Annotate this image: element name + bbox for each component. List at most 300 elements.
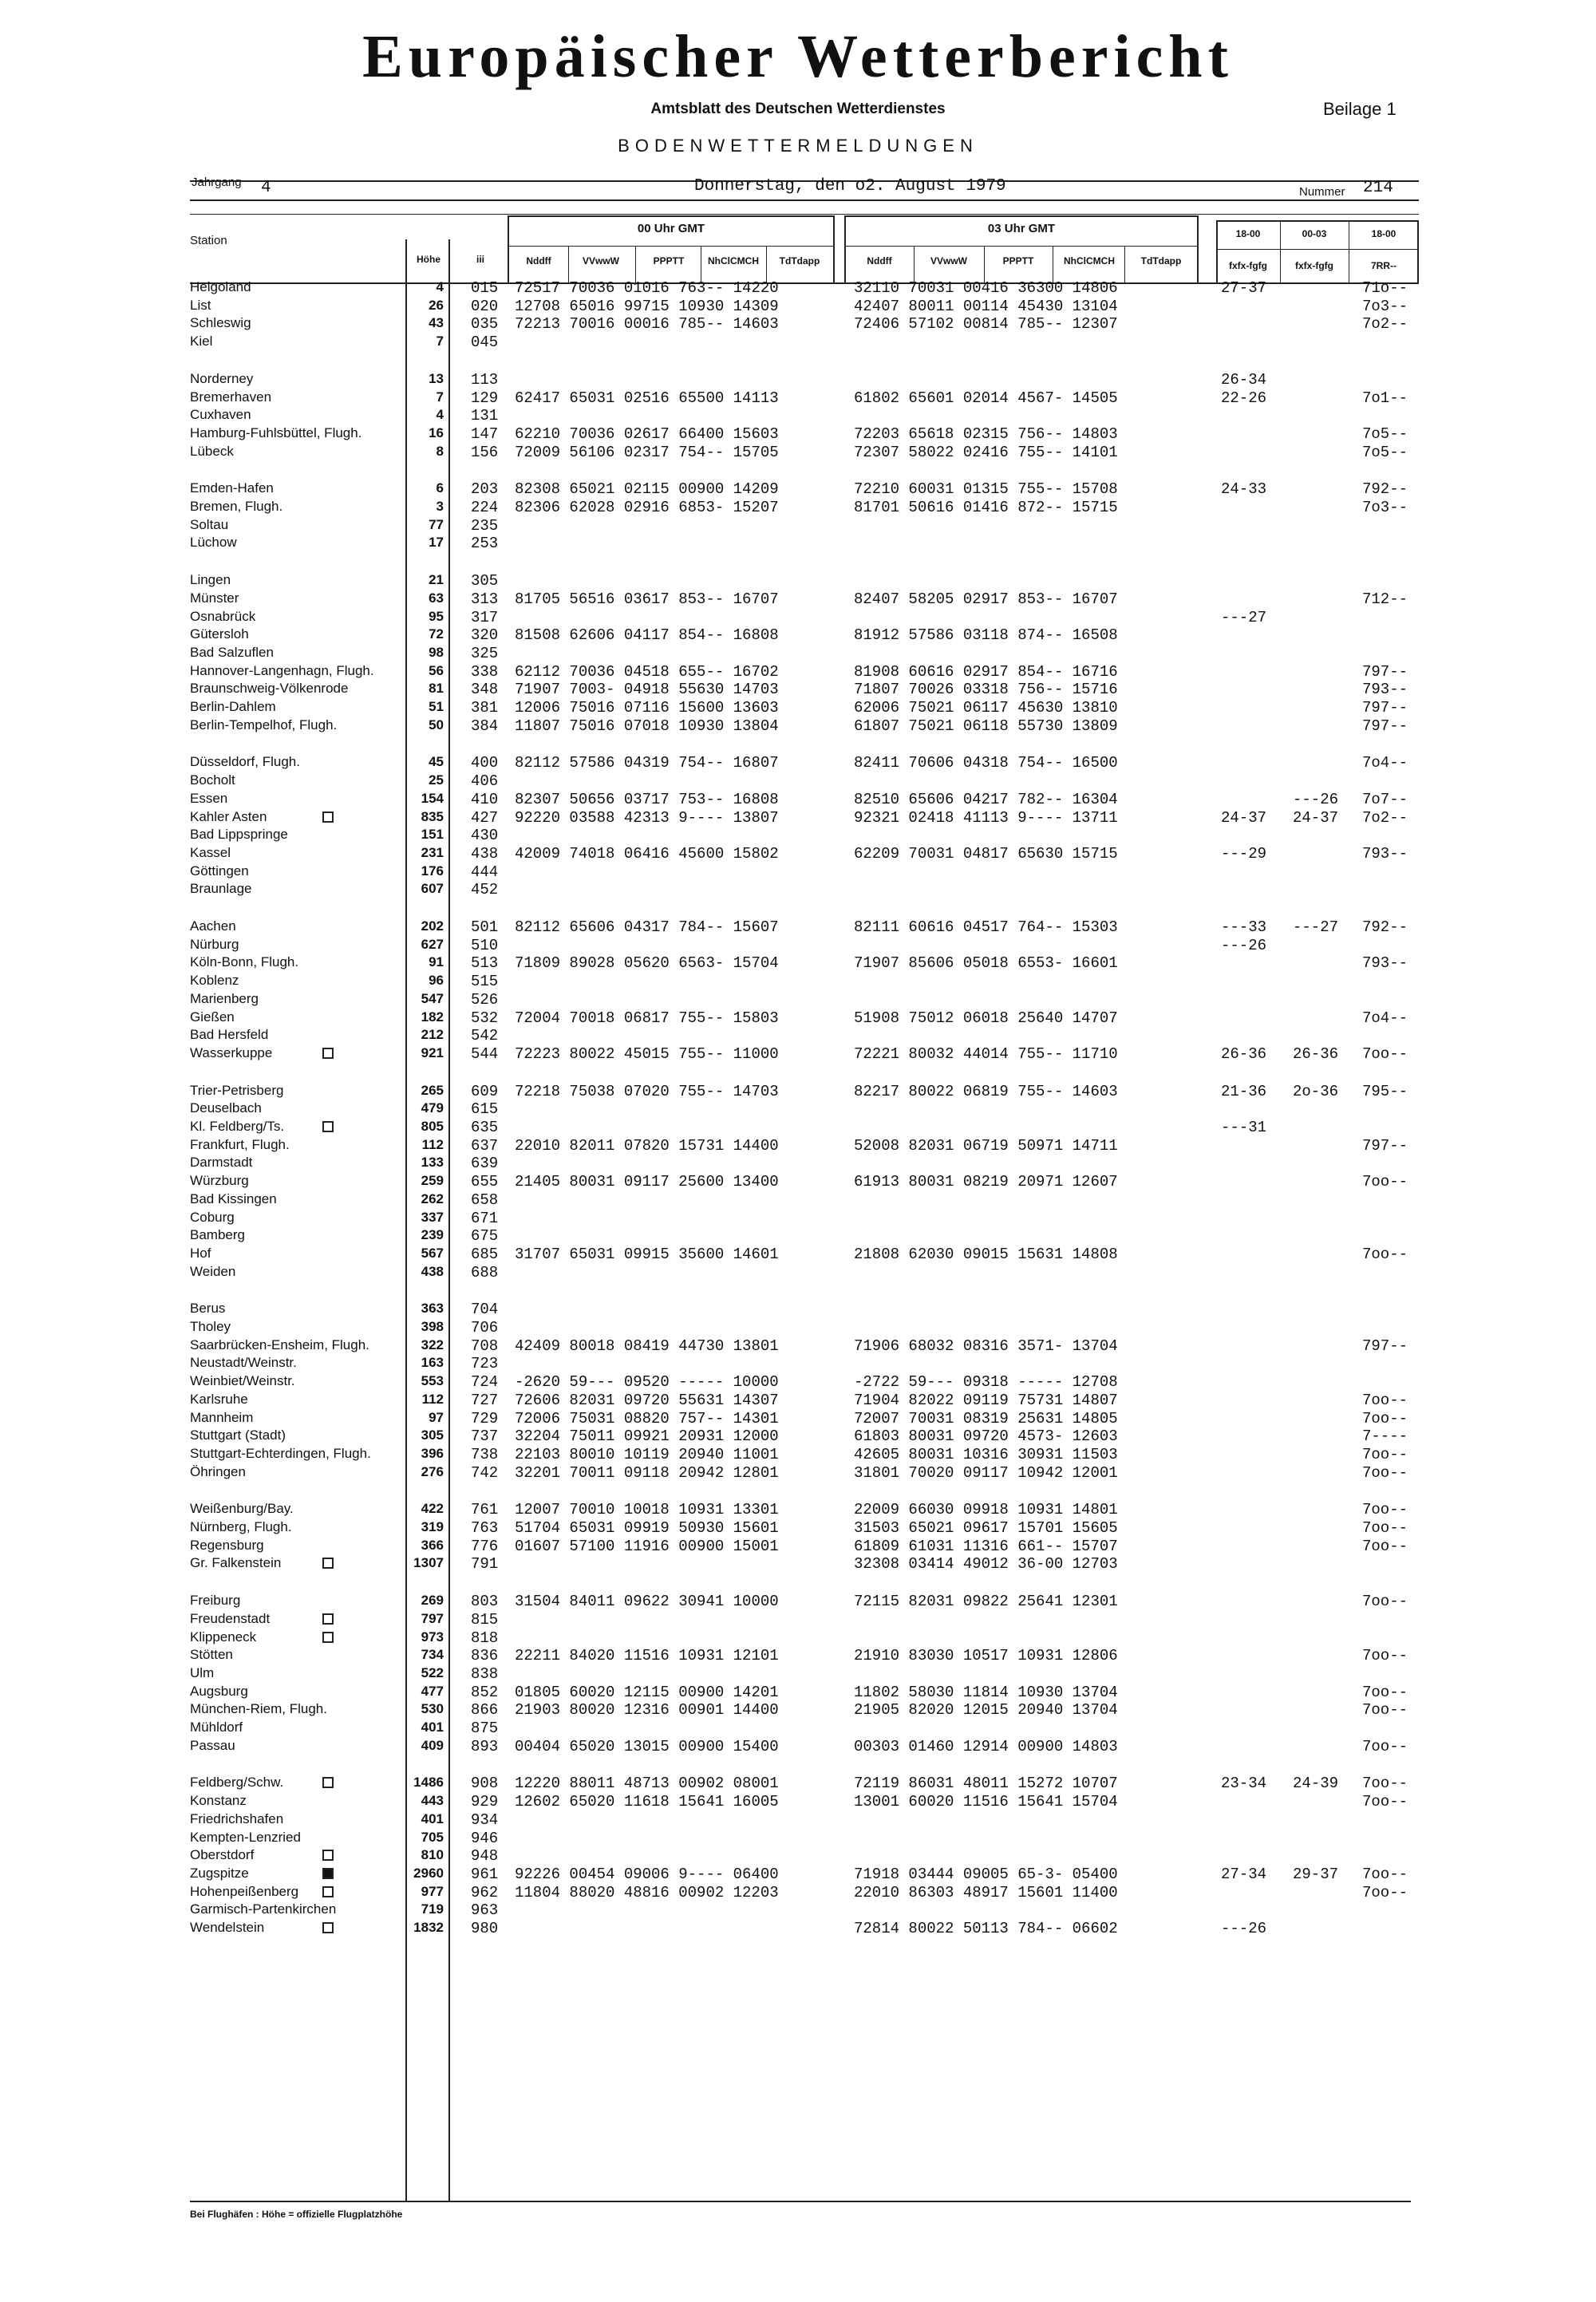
obs-00utc: 01805 60020 12115 00900 14201	[515, 1683, 779, 1701]
table-row	[0, 772, 1596, 790]
table-row	[0, 937, 1596, 954]
gust-18-00: ---26	[1221, 1920, 1267, 1937]
station-name: Gießen	[190, 1009, 235, 1025]
station-name: Saarbrücken-Ensheim, Flugh.	[190, 1337, 369, 1352]
station-height: 91	[429, 954, 444, 970]
station-name: Weißenburg/Bay.	[190, 1501, 294, 1517]
obs-00utc: 62417 65031 02516 65500 14113	[515, 389, 779, 407]
gust-00-03: 24-39	[1293, 1775, 1339, 1793]
obs-03utc: 72814 80022 50113 784-- 06602	[854, 1920, 1118, 1937]
station-number: 893	[471, 1737, 499, 1755]
obs-03utc: 61803 80031 09720 4573- 12603	[854, 1427, 1118, 1446]
station-name: Osnabrück	[190, 608, 256, 624]
station-name: Berus	[190, 1301, 226, 1317]
precip-18-00: 793--	[1362, 954, 1408, 973]
table-row	[0, 1191, 1596, 1209]
table-row	[0, 1392, 1596, 1409]
station-height: 438	[421, 1263, 444, 1279]
station-number: 203	[471, 480, 499, 499]
obs-00utc: 71907 7003- 04918 55630 14703	[515, 681, 779, 699]
precip-18-00: 7oo--	[1362, 1391, 1408, 1409]
station-height: 3	[436, 499, 444, 514]
station-number: 444	[471, 863, 499, 881]
obs-00utc: 11807 75016 07018 10930 13804	[515, 717, 779, 735]
station-height: 409	[421, 1737, 444, 1753]
precip-18-00: 797--	[1362, 699, 1408, 717]
station-name: Frankfurt, Flugh.	[190, 1136, 290, 1152]
obs-00utc: 62112 70036 04518 655-- 16702	[515, 662, 779, 681]
iii-header: iii	[476, 254, 484, 265]
station-height: 56	[429, 662, 444, 678]
precip-18-00: 797--	[1362, 662, 1408, 681]
obs-03utc: 42605 80031 10316 30931 11503	[854, 1445, 1118, 1463]
station-height: 51	[429, 699, 444, 714]
station-number: 708	[471, 1337, 499, 1355]
table-row	[0, 389, 1596, 407]
station-name: Bad Lippspringe	[190, 827, 288, 843]
station-number: 675	[471, 1227, 499, 1246]
station-name: Tholey	[190, 1319, 231, 1334]
obs-00utc: 72004 70018 06817 755-- 15803	[515, 1009, 779, 1027]
gust-18-00: 27-37	[1221, 279, 1267, 297]
document-subtitle: Amtsblatt des Deutschen Wetterdienstes	[650, 101, 946, 117]
station-height: 443	[421, 1793, 444, 1809]
station-height: 401	[421, 1810, 444, 1826]
station-height: 17	[429, 535, 444, 551]
table-row	[0, 1884, 1596, 1901]
precip-18-00: 7oo--	[1362, 1445, 1408, 1463]
sub00-clouds: NhClCMCH	[708, 255, 759, 267]
precip-18-00: 7o4--	[1362, 1009, 1408, 1027]
precip-18-00: 7oo--	[1362, 1701, 1408, 1720]
station-height: 269	[421, 1593, 444, 1609]
obs-03utc: 32308 03414 49012 36-00 12703	[854, 1555, 1118, 1573]
table-row	[0, 572, 1596, 590]
right-box-divider	[1216, 249, 1419, 250]
station-height: 705	[421, 1829, 444, 1845]
obs-03utc: 31503 65021 09617 15701 15605	[854, 1519, 1118, 1537]
station-height: 81	[429, 681, 444, 697]
precip-18-00: 797--	[1362, 717, 1408, 735]
station-name: Darmstadt	[190, 1155, 253, 1171]
table-row	[0, 1866, 1596, 1883]
right-top-2: 00-03	[1302, 228, 1327, 239]
table-row	[0, 279, 1596, 297]
station-height: 810	[421, 1847, 444, 1863]
obs-00utc: 82112 57586 04319 754-- 16807	[515, 754, 779, 772]
station-name: Bamberg	[190, 1227, 245, 1243]
gust-18-00: 26-34	[1221, 370, 1267, 389]
station-height: 112	[421, 1391, 444, 1407]
station-number: 501	[471, 918, 499, 936]
table-row	[0, 334, 1596, 351]
precip-18-00: 7oo--	[1362, 1737, 1408, 1755]
station-name: Hannover-Langenhagn, Flugh.	[190, 662, 374, 678]
table-row	[0, 371, 1596, 389]
table-row	[0, 973, 1596, 990]
station-number: 671	[471, 1209, 499, 1227]
group03-header: 03 Uhr GMT	[987, 222, 1056, 235]
obs-00utc: 72517 70036 01016 763-- 14220	[515, 279, 779, 297]
precip-18-00: 7o2--	[1362, 315, 1408, 334]
station-name: Kiel	[190, 334, 213, 349]
open-square-icon	[322, 1558, 334, 1569]
station-name: Gütersloh	[190, 626, 249, 642]
table-row	[0, 1647, 1596, 1664]
sub03-nddff: Nddff	[867, 255, 892, 267]
station-number: 131	[471, 407, 499, 425]
obs-03utc: 22009 66030 09918 10931 14801	[854, 1501, 1118, 1519]
station-height: 182	[421, 1009, 444, 1025]
station-number: 946	[471, 1829, 499, 1847]
station-height: 7	[436, 334, 444, 349]
station-name: Nürnberg, Flugh.	[190, 1519, 292, 1534]
station-number: 838	[471, 1664, 499, 1683]
table-row	[0, 1227, 1596, 1245]
jahrgang-value: 4	[261, 179, 271, 197]
table-row	[0, 1173, 1596, 1190]
sub00-vvwww: VVwwW	[582, 255, 619, 267]
obs-03utc: 72203 65618 02315 756-- 14803	[854, 424, 1118, 443]
table-row	[0, 407, 1596, 424]
station-height: 2960	[413, 1865, 444, 1881]
table-row	[0, 1083, 1596, 1100]
station-height: 7	[436, 389, 444, 405]
station-name: Düsseldorf, Flugh.	[190, 754, 300, 770]
obs-00utc: 22010 82011 07820 15731 14400	[515, 1136, 779, 1155]
gust-00-03: ---26	[1293, 790, 1339, 808]
precip-18-00: 7o5--	[1362, 443, 1408, 461]
station-name: Freudenstadt	[190, 1610, 271, 1626]
station-height: 627	[421, 936, 444, 952]
table-row	[0, 315, 1596, 333]
obs-03utc: 72406 57102 00814 785-- 12307	[854, 315, 1118, 334]
station-number: 129	[471, 389, 499, 407]
station-name: Braunschweig-Völkenrode	[190, 681, 349, 697]
station-number: 515	[471, 973, 499, 991]
table-row	[0, 1847, 1596, 1865]
obs-00utc: 82307 50656 03717 753-- 16808	[515, 790, 779, 808]
obs-00utc: 01607 57100 11916 00900 15001	[515, 1537, 779, 1555]
obs-00utc: 21903 80020 12316 00901 14400	[515, 1701, 779, 1720]
station-name: Marienberg	[190, 990, 259, 1006]
sub03-rule-2	[984, 246, 985, 284]
gust-00-03: 29-37	[1293, 1865, 1339, 1883]
station-name: Kassel	[190, 844, 231, 860]
station-name: Kempten-Lenzried	[190, 1829, 301, 1845]
station-number: 980	[471, 1920, 499, 1937]
obs-03utc: 21910 83030 10517 10931 12806	[854, 1647, 1118, 1665]
obs-03utc: 71807 70026 03318 756-- 15716	[854, 681, 1118, 699]
table-row	[0, 1045, 1596, 1063]
sub00-rule-2	[635, 246, 636, 284]
station-name: Lingen	[190, 572, 231, 588]
station-number: 704	[471, 1301, 499, 1319]
obs-00utc: 92226 00454 09006 9---- 06400	[515, 1865, 779, 1883]
station-name: Köln-Bonn, Flugh.	[190, 954, 299, 970]
obs-03utc: 21808 62030 09015 15631 14808	[854, 1245, 1118, 1263]
section-title: BODENWETTERMELDUNGEN	[618, 136, 978, 156]
station-name: Zugspitze	[190, 1865, 249, 1881]
station-name: Hamburg-Fuhlsbüttel, Flugh.	[190, 424, 362, 440]
station-name: Lübeck	[190, 443, 234, 459]
table-row	[0, 827, 1596, 844]
table-row	[0, 1301, 1596, 1318]
station-height: 231	[421, 844, 444, 860]
station-name: Neustadt/Weinstr.	[190, 1355, 297, 1371]
station-name: Coburg	[190, 1209, 235, 1225]
table-row	[0, 1811, 1596, 1829]
table-row	[0, 1555, 1596, 1573]
station-number: 791	[471, 1555, 499, 1573]
station-height: 921	[421, 1044, 444, 1060]
station-height: 719	[421, 1901, 444, 1917]
station-name: Weinbiet/Weinstr.	[190, 1373, 295, 1389]
gust-18-00: 24-33	[1221, 480, 1267, 499]
station-height: 835	[421, 808, 444, 824]
precip-18-00: 7oo--	[1362, 1409, 1408, 1427]
obs-00utc: 00404 65020 13015 00900 15400	[515, 1737, 779, 1755]
station-number: 637	[471, 1136, 499, 1155]
table-row	[0, 1501, 1596, 1518]
precip-18-00: 7oo--	[1362, 1865, 1408, 1883]
station-number: 430	[471, 827, 499, 845]
nummer-value: 214	[1363, 179, 1393, 197]
station-number: 513	[471, 954, 499, 973]
station-height: 43	[429, 315, 444, 331]
station-name: Wasserkuppe	[190, 1044, 273, 1060]
precip-18-00: 7o3--	[1362, 499, 1408, 516]
obs-03utc: 62209 70031 04817 65630 15715	[854, 844, 1118, 863]
obs-00utc: 81508 62606 04117 854-- 16808	[515, 626, 779, 645]
table-row	[0, 663, 1596, 681]
station-number: 635	[471, 1119, 499, 1136]
station-name: Essen	[190, 790, 228, 806]
table-row	[0, 1720, 1596, 1737]
group00-divider	[508, 246, 835, 247]
station-name: Bocholt	[190, 772, 235, 788]
station-name: Augsburg	[190, 1683, 248, 1699]
station-number: 020	[471, 297, 499, 315]
station-name: München-Riem, Flugh.	[190, 1701, 327, 1717]
station-number: 727	[471, 1391, 499, 1409]
station-number: 544	[471, 1044, 499, 1063]
station-height: 95	[429, 608, 444, 624]
open-square-icon	[322, 1922, 334, 1933]
precip-18-00: 793--	[1362, 681, 1408, 699]
station-number: 948	[471, 1847, 499, 1866]
station-name: Schleswig	[190, 315, 251, 331]
obs-03utc: 52008 82031 06719 50971 14711	[854, 1136, 1118, 1155]
table-row	[0, 918, 1596, 936]
station-height: 607	[421, 881, 444, 897]
station-number: 253	[471, 535, 499, 553]
obs-00utc: 72009 56106 02317 754-- 15705	[515, 443, 779, 461]
station-number: 723	[471, 1355, 499, 1373]
obs-03utc: 72210 60031 01315 755-- 15708	[854, 480, 1118, 499]
precip-18-00: 7oo--	[1362, 1883, 1408, 1901]
station-name: Wendelstein	[190, 1920, 265, 1935]
station-number: 045	[471, 334, 499, 352]
right-bottom-1: fxfx-fgfg	[1229, 260, 1267, 271]
obs-00utc: 42409 80018 08419 44730 13801	[515, 1337, 779, 1355]
station-height: 21	[429, 572, 444, 588]
station-height: 337	[421, 1209, 444, 1225]
station-name: Norderney	[190, 370, 254, 386]
station-number: 658	[471, 1190, 499, 1209]
right-bottom-3: 7RR--	[1371, 260, 1396, 271]
station-height: 1307	[413, 1555, 444, 1571]
station-height: 50	[429, 717, 444, 732]
group03-divider	[844, 246, 1199, 247]
right-top-1: 18-00	[1235, 228, 1261, 239]
station-name: Ulm	[190, 1664, 215, 1680]
obs-03utc: 00303 01460 12914 00900 14803	[854, 1737, 1118, 1755]
station-number: 438	[471, 844, 499, 863]
table-row	[0, 1427, 1596, 1445]
obs-03utc: 71907 85606 05018 6553- 16601	[854, 954, 1118, 973]
station-name: Würzburg	[190, 1173, 249, 1189]
precip-18-00: 7oo--	[1362, 1793, 1408, 1811]
station-name: Passau	[190, 1737, 235, 1753]
precip-18-00: 7oo--	[1362, 1519, 1408, 1537]
obs-03utc: 72115 82031 09822 25641 12301	[854, 1593, 1118, 1611]
obs-00utc: 72006 75031 08820 757-- 14301	[515, 1409, 779, 1427]
station-name: Berlin-Dahlem	[190, 699, 276, 714]
station-number: 400	[471, 754, 499, 772]
table-row	[0, 1665, 1596, 1683]
table-row	[0, 1593, 1596, 1610]
obs-03utc: 82510 65606 04217 782-- 16304	[854, 790, 1118, 808]
precip-18-00: 7o4--	[1362, 754, 1408, 772]
station-height: 530	[421, 1701, 444, 1717]
table-row	[0, 1738, 1596, 1755]
station-number: 908	[471, 1775, 499, 1793]
right-bottom-2: fxfx-fgfg	[1295, 260, 1333, 271]
sub00-nddff: Nddff	[526, 255, 551, 267]
station-number: 235	[471, 516, 499, 535]
station-number: 427	[471, 808, 499, 827]
station-number: 961	[471, 1865, 499, 1883]
precip-18-00: 7oo--	[1362, 1463, 1408, 1482]
precip-18-00: 712--	[1362, 590, 1408, 608]
open-square-icon	[322, 1886, 334, 1897]
table-row	[0, 609, 1596, 626]
station-number: 737	[471, 1427, 499, 1446]
obs-03utc: 72221 80032 44014 755-- 11710	[854, 1044, 1118, 1063]
station-height: 977	[421, 1883, 444, 1899]
obs-03utc: 71904 82022 09119 75731 14807	[854, 1391, 1118, 1409]
obs-03utc: 62006 75021 06117 45630 13810	[854, 699, 1118, 717]
station-name: Trier-Petrisberg	[190, 1082, 284, 1098]
document-title: Europäischer Wetterbericht	[362, 23, 1234, 90]
station-name: Hohenpeißenberg	[190, 1883, 299, 1899]
footnote: Bei Flughäfen : Höhe = offizielle Flugplatzhöhe	[190, 2209, 403, 2220]
station-number: 156	[471, 443, 499, 461]
table-row	[0, 1337, 1596, 1355]
table-row	[0, 1519, 1596, 1537]
obs-03utc: 71906 68032 08316 3571- 13704	[854, 1337, 1118, 1355]
table-row	[0, 1119, 1596, 1136]
station-height: 567	[421, 1245, 444, 1261]
open-square-icon	[322, 1048, 334, 1059]
station-number: 510	[471, 936, 499, 954]
table-row	[0, 754, 1596, 772]
station-number: 384	[471, 717, 499, 735]
station-name: Helgoland	[190, 279, 251, 294]
obs-03utc: 82407 58205 02917 853-- 16707	[854, 590, 1118, 608]
station-number: 655	[471, 1173, 499, 1191]
station-height: 262	[421, 1190, 444, 1206]
station-number: 615	[471, 1100, 499, 1119]
obs-03utc: 81908 60616 02917 854-- 16716	[854, 662, 1118, 681]
station-height: 26	[429, 297, 444, 313]
table-row	[0, 699, 1596, 717]
obs-03utc: 11802 58030 11814 10930 13704	[854, 1683, 1118, 1701]
obs-00utc: 12220 88011 48713 00902 08001	[515, 1775, 779, 1793]
gust-00-03: ---27	[1293, 918, 1339, 936]
sub03-clouds: NhClCMCH	[1064, 255, 1115, 267]
table-row	[0, 645, 1596, 662]
station-height: 276	[421, 1463, 444, 1479]
station-number: 866	[471, 1701, 499, 1720]
station-number: 763	[471, 1519, 499, 1537]
open-square-icon	[322, 1777, 334, 1788]
table-row	[0, 1793, 1596, 1810]
gust-18-00: 26-36	[1221, 1044, 1267, 1063]
table-row	[0, 590, 1596, 608]
station-number: 542	[471, 1027, 499, 1045]
gust-18-00: 22-26	[1221, 389, 1267, 407]
precip-18-00: 793--	[1362, 844, 1408, 863]
obs-00utc: 82306 62028 02916 6853- 15207	[515, 499, 779, 516]
gust-18-00: ---27	[1221, 608, 1267, 626]
station-name: Bad Salzuflen	[190, 644, 274, 660]
station-number: 320	[471, 626, 499, 645]
precip-18-00: 7o7--	[1362, 790, 1408, 808]
obs-03utc: 32110 70031 00416 36300 14806	[854, 279, 1118, 297]
precip-18-00: 797--	[1362, 1337, 1408, 1355]
station-height: 322	[421, 1337, 444, 1352]
gust-18-00: ---26	[1221, 936, 1267, 954]
obs-00utc: 82308 65021 02115 00900 14209	[515, 480, 779, 499]
station-name: Feldberg/Schw.	[190, 1775, 284, 1791]
obs-00utc: 72218 75038 07020 755-- 14703	[515, 1082, 779, 1100]
sub00-tdtd: TdTdapp	[779, 255, 820, 267]
station-height: 422	[421, 1501, 444, 1517]
gust-18-00: 27-34	[1221, 1865, 1267, 1883]
station-height: 16	[429, 424, 444, 440]
meta-rule	[190, 199, 1419, 201]
open-square-icon	[322, 1632, 334, 1643]
station-number: 742	[471, 1463, 499, 1482]
precip-18-00: 7oo--	[1362, 1044, 1408, 1063]
table-row	[0, 845, 1596, 863]
obs-03utc: 51908 75012 06018 25640 14707	[854, 1009, 1118, 1027]
station-name: List	[190, 297, 211, 313]
station-number: 934	[471, 1810, 499, 1829]
open-square-icon	[322, 1613, 334, 1625]
station-name: Berlin-Tempelhof, Flugh.	[190, 717, 338, 732]
gust-18-00: ---29	[1221, 844, 1267, 863]
table-row	[0, 1137, 1596, 1155]
sub00-rule-1	[568, 246, 569, 284]
station-name: Cuxhaven	[190, 407, 251, 423]
precip-18-00: 797--	[1362, 1136, 1408, 1155]
sub00-rule-4	[766, 246, 767, 284]
table-row	[0, 863, 1596, 881]
obs-03utc: -2722 59--- 09318 ----- 12708	[854, 1373, 1118, 1392]
